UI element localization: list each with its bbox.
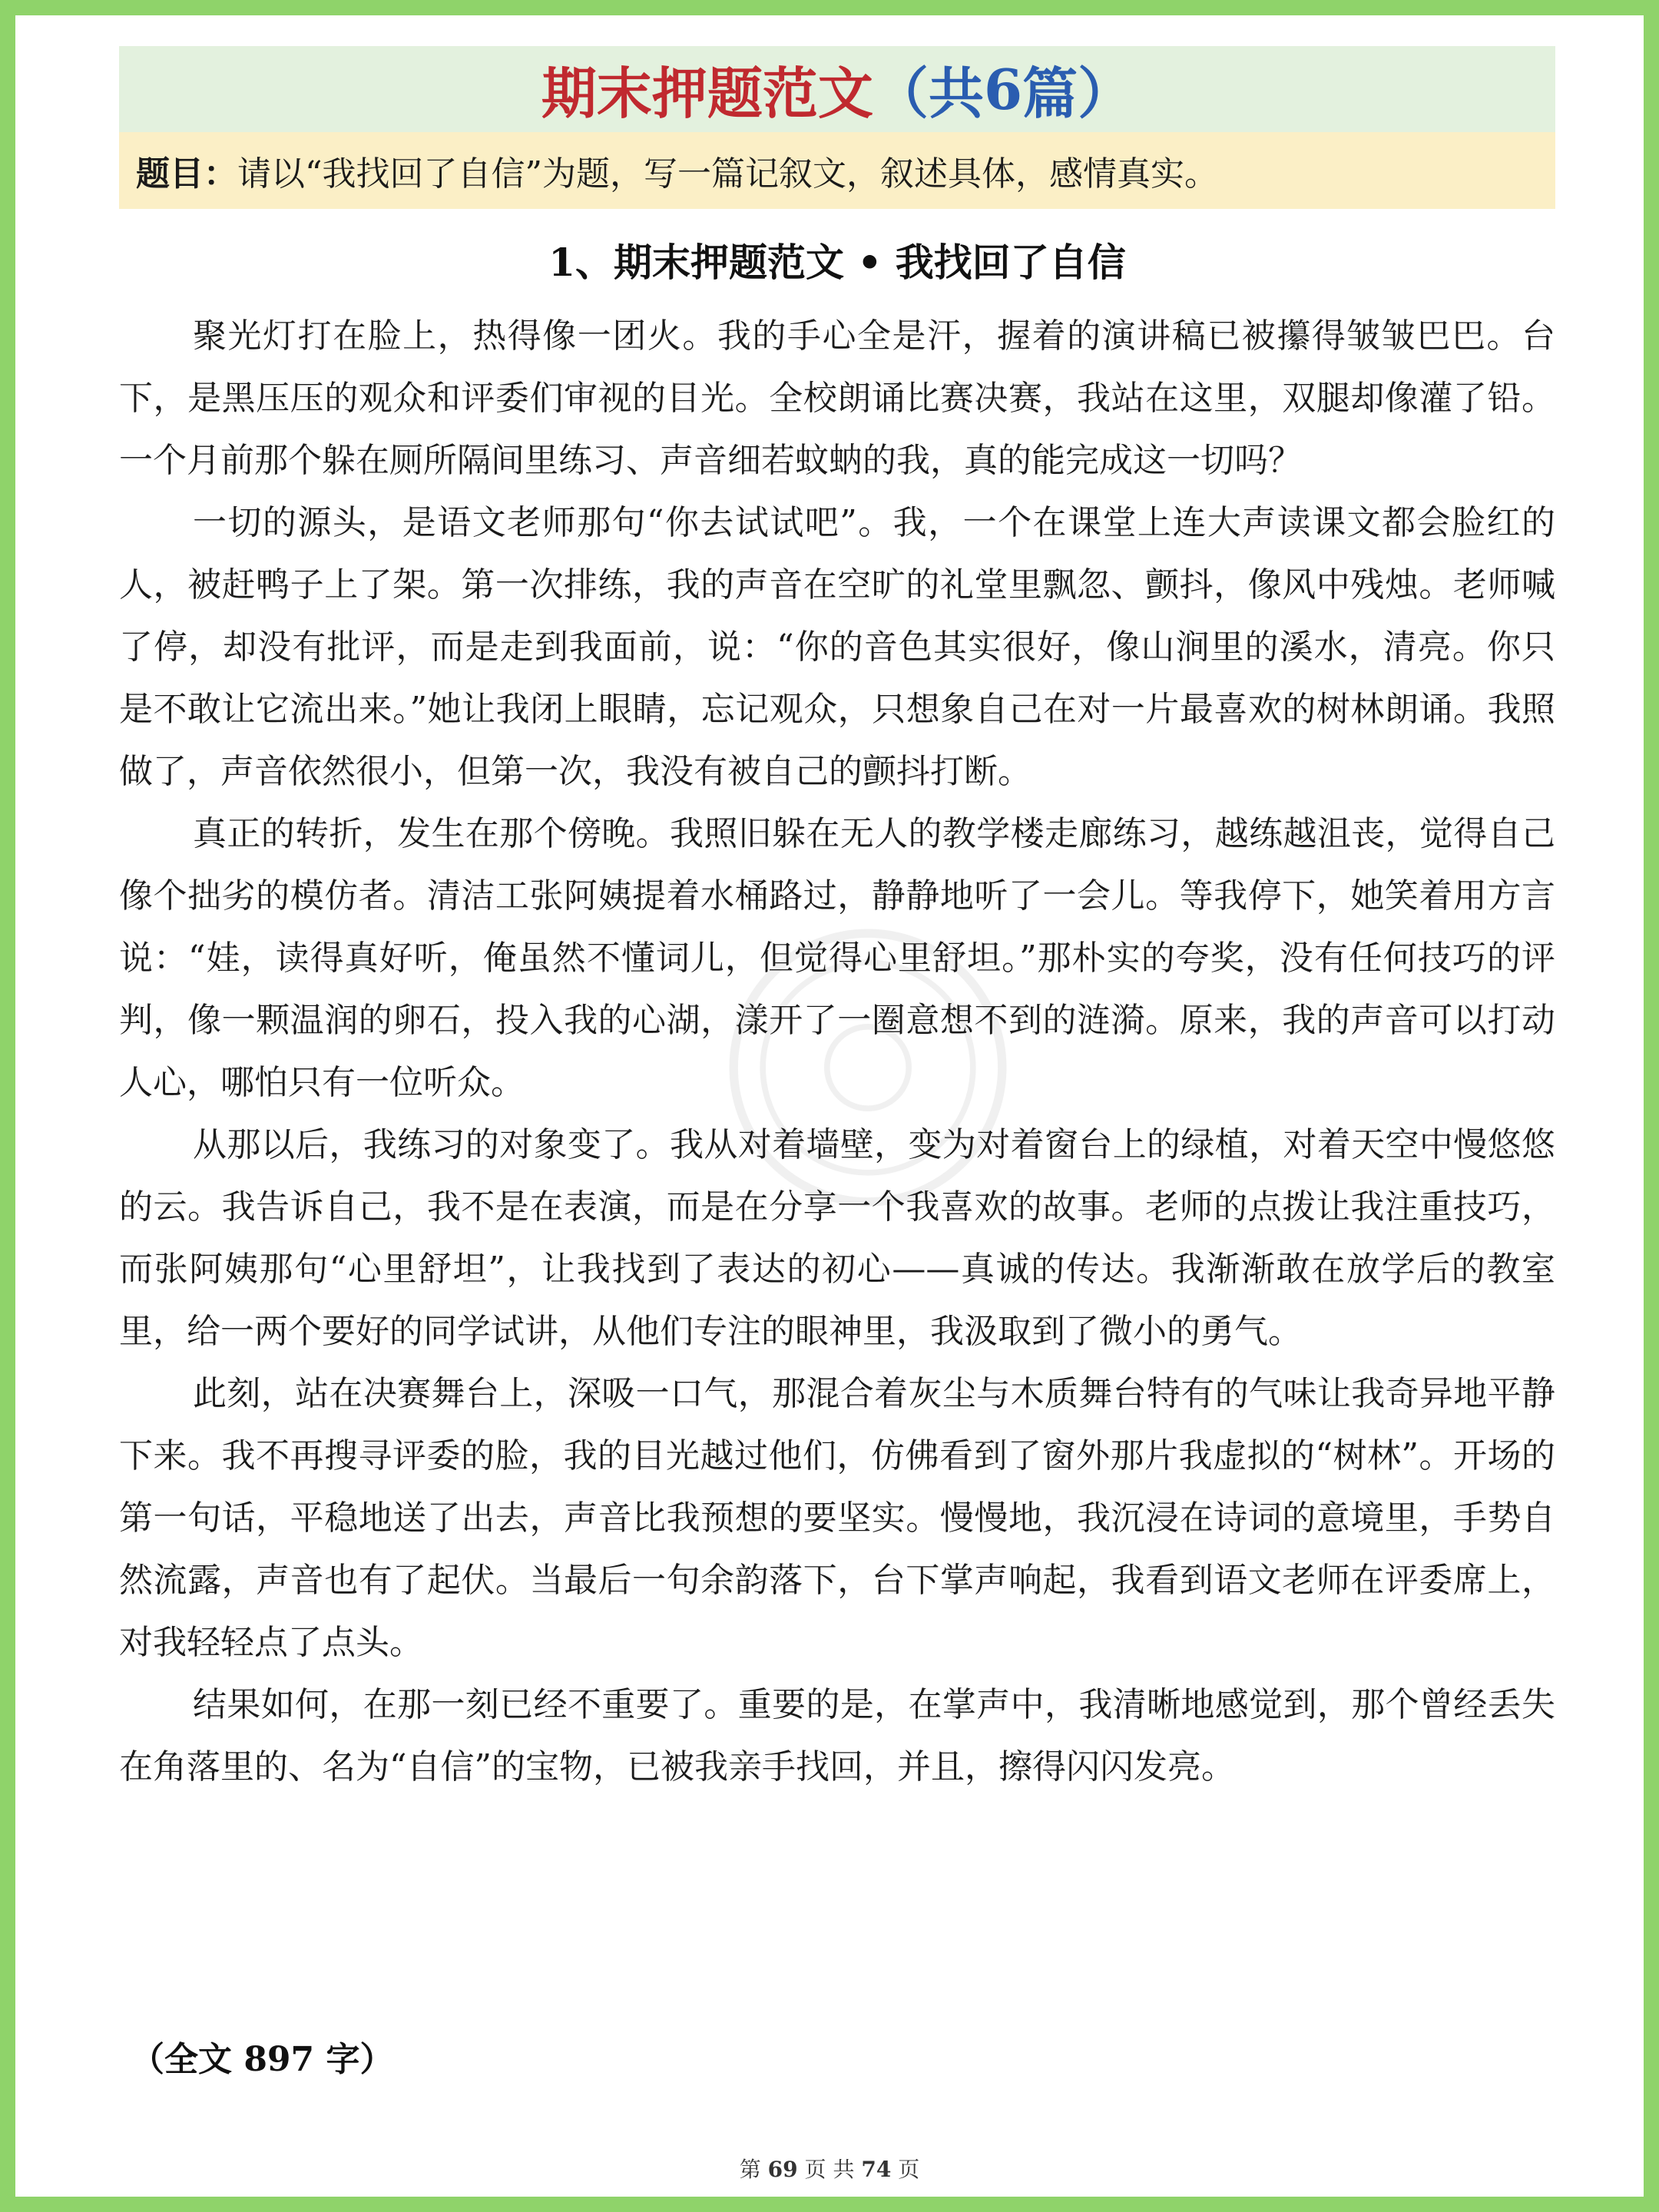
essay-paragraph: 真正的转折，发生在那个傍晚。我照旧躲在无人的教学楼走廊练习，越练越沮丧，觉得自己像个拙劣的模仿者。清洁工张阿姨提着水桶路过，静静地听了一会儿。等我停下，她笑着用方言说：“娃，读得真好听，俺虽然不懂词儿，但觉得心里舒坦。”那朴实的夸奖，没有任何技巧的评判，像一颗温润的卵石，投入我的心湖，漾开了一圈意想不到的涟漪。原来，我的声音可以打动人心，哪怕只有一位听众。 — [119, 814, 1555, 1102]
document-page — [15, 15, 1644, 2197]
essay-paragraph: 此刻，站在决赛舞台上，深吸一口气，那混合着灰尘与木质舞台特有的气味让我奇异地平静下来。我不再搜寻评委的脸，我的目光越过他们，仿佛看到了窗外那片我虚拟的“树林”。开场的第一句话，平稳地送了出去，声音比我预想的要坚实。慢慢地，我沉浸在诗词的意境里，手势自然流露，声音也有了起伏。当最后一句余韵落下，台下掌声响起，我看到语文老师在评委席上，对我轻轻点了点头。 — [119, 1374, 1555, 1662]
essay-paragraph: 从那以后，我练习的对象变了。我从对着墙壁，变为对着窗台上的绿植，对着天空中慢悠悠的云。我告诉自己，我不是在表演，而是在分享一个我喜欢的故事。老师的点拨让我注重技巧，而张阿姨那句“心里舒坦”，让我找到了表达的初心——真诚的传达。我渐渐敢在放学后的教室里，给一两个要好的同学试讲，从他们专注的眼神里，我汲取到了微小的勇气。 — [119, 1125, 1555, 1351]
essay-title: 1、期末押题范文 • 我找回了自信 — [548, 240, 1126, 285]
title-count: 6 — [983, 56, 1023, 122]
prompt-banner — [119, 132, 1555, 209]
prompt-label: 题目： — [136, 154, 237, 194]
current-page-number: 69 — [767, 2157, 798, 2182]
page-footer — [15, 2153, 1644, 2184]
footer-middle: 页 共 — [804, 2157, 855, 2182]
footer-suffix: 页 — [898, 2157, 920, 2182]
essay-paragraph: 聚光灯打在脸上，热得像一团火。我的手心全是汗，握着的演讲稿已被攥得皱皱巴巴。台下，是黑压压的观众和评委们审视的目光。全校朗诵比赛决赛，我站在这里，双腿却像灌了铅。一个月前那个躲在厕所隔间里练习、声音细若蚊蚋的我，真的能完成这一切吗？ — [119, 316, 1555, 480]
title-main: 期末押题范文 — [541, 61, 873, 126]
word-count: （全文 897 字） — [131, 2040, 394, 2079]
essay-body — [119, 305, 1555, 1798]
essay-paragraph: 结果如何，在那一刻已经不重要了。重要的是，在掌声中，我清晰地感觉到，那个曾经丢失在角落里的、名为“自信”的宝物，已被我亲手找回，并且，擦得闪闪发亮。 — [119, 1685, 1555, 1786]
prompt-text: 请以“我找回了自信”为题，写一篇记叙文，叙述具体，感情真实。 — [237, 154, 1218, 194]
essay-paragraph: 一切的源头，是语文老师那句“你去试试吧”。我，一个在课堂上连大声读课文都会脸红的人，被赶鸭子上了架。第一次排练，我的声音在空旷的礼堂里飘忽、颤抖，像风中残烛。老师喊了停，却没有批评，而是走到我面前，说：“你的音色其实很好，像山涧里的溪水，清亮。你只是不敢让它流出来。”她让我闭上眼睛，忘记观众，只想象自己在对一片最喜欢的树林朗诵。我照做了，声音依然很小，但第一次，我没有被自己的颤抖打断。 — [119, 503, 1555, 791]
footer-prefix: 第 — [739, 2157, 761, 2182]
total-page-number: 74 — [861, 2157, 892, 2182]
title-paren-open: （共 — [873, 61, 984, 126]
title-paren-close: 篇） — [1022, 61, 1134, 126]
page-title — [119, 46, 1555, 132]
